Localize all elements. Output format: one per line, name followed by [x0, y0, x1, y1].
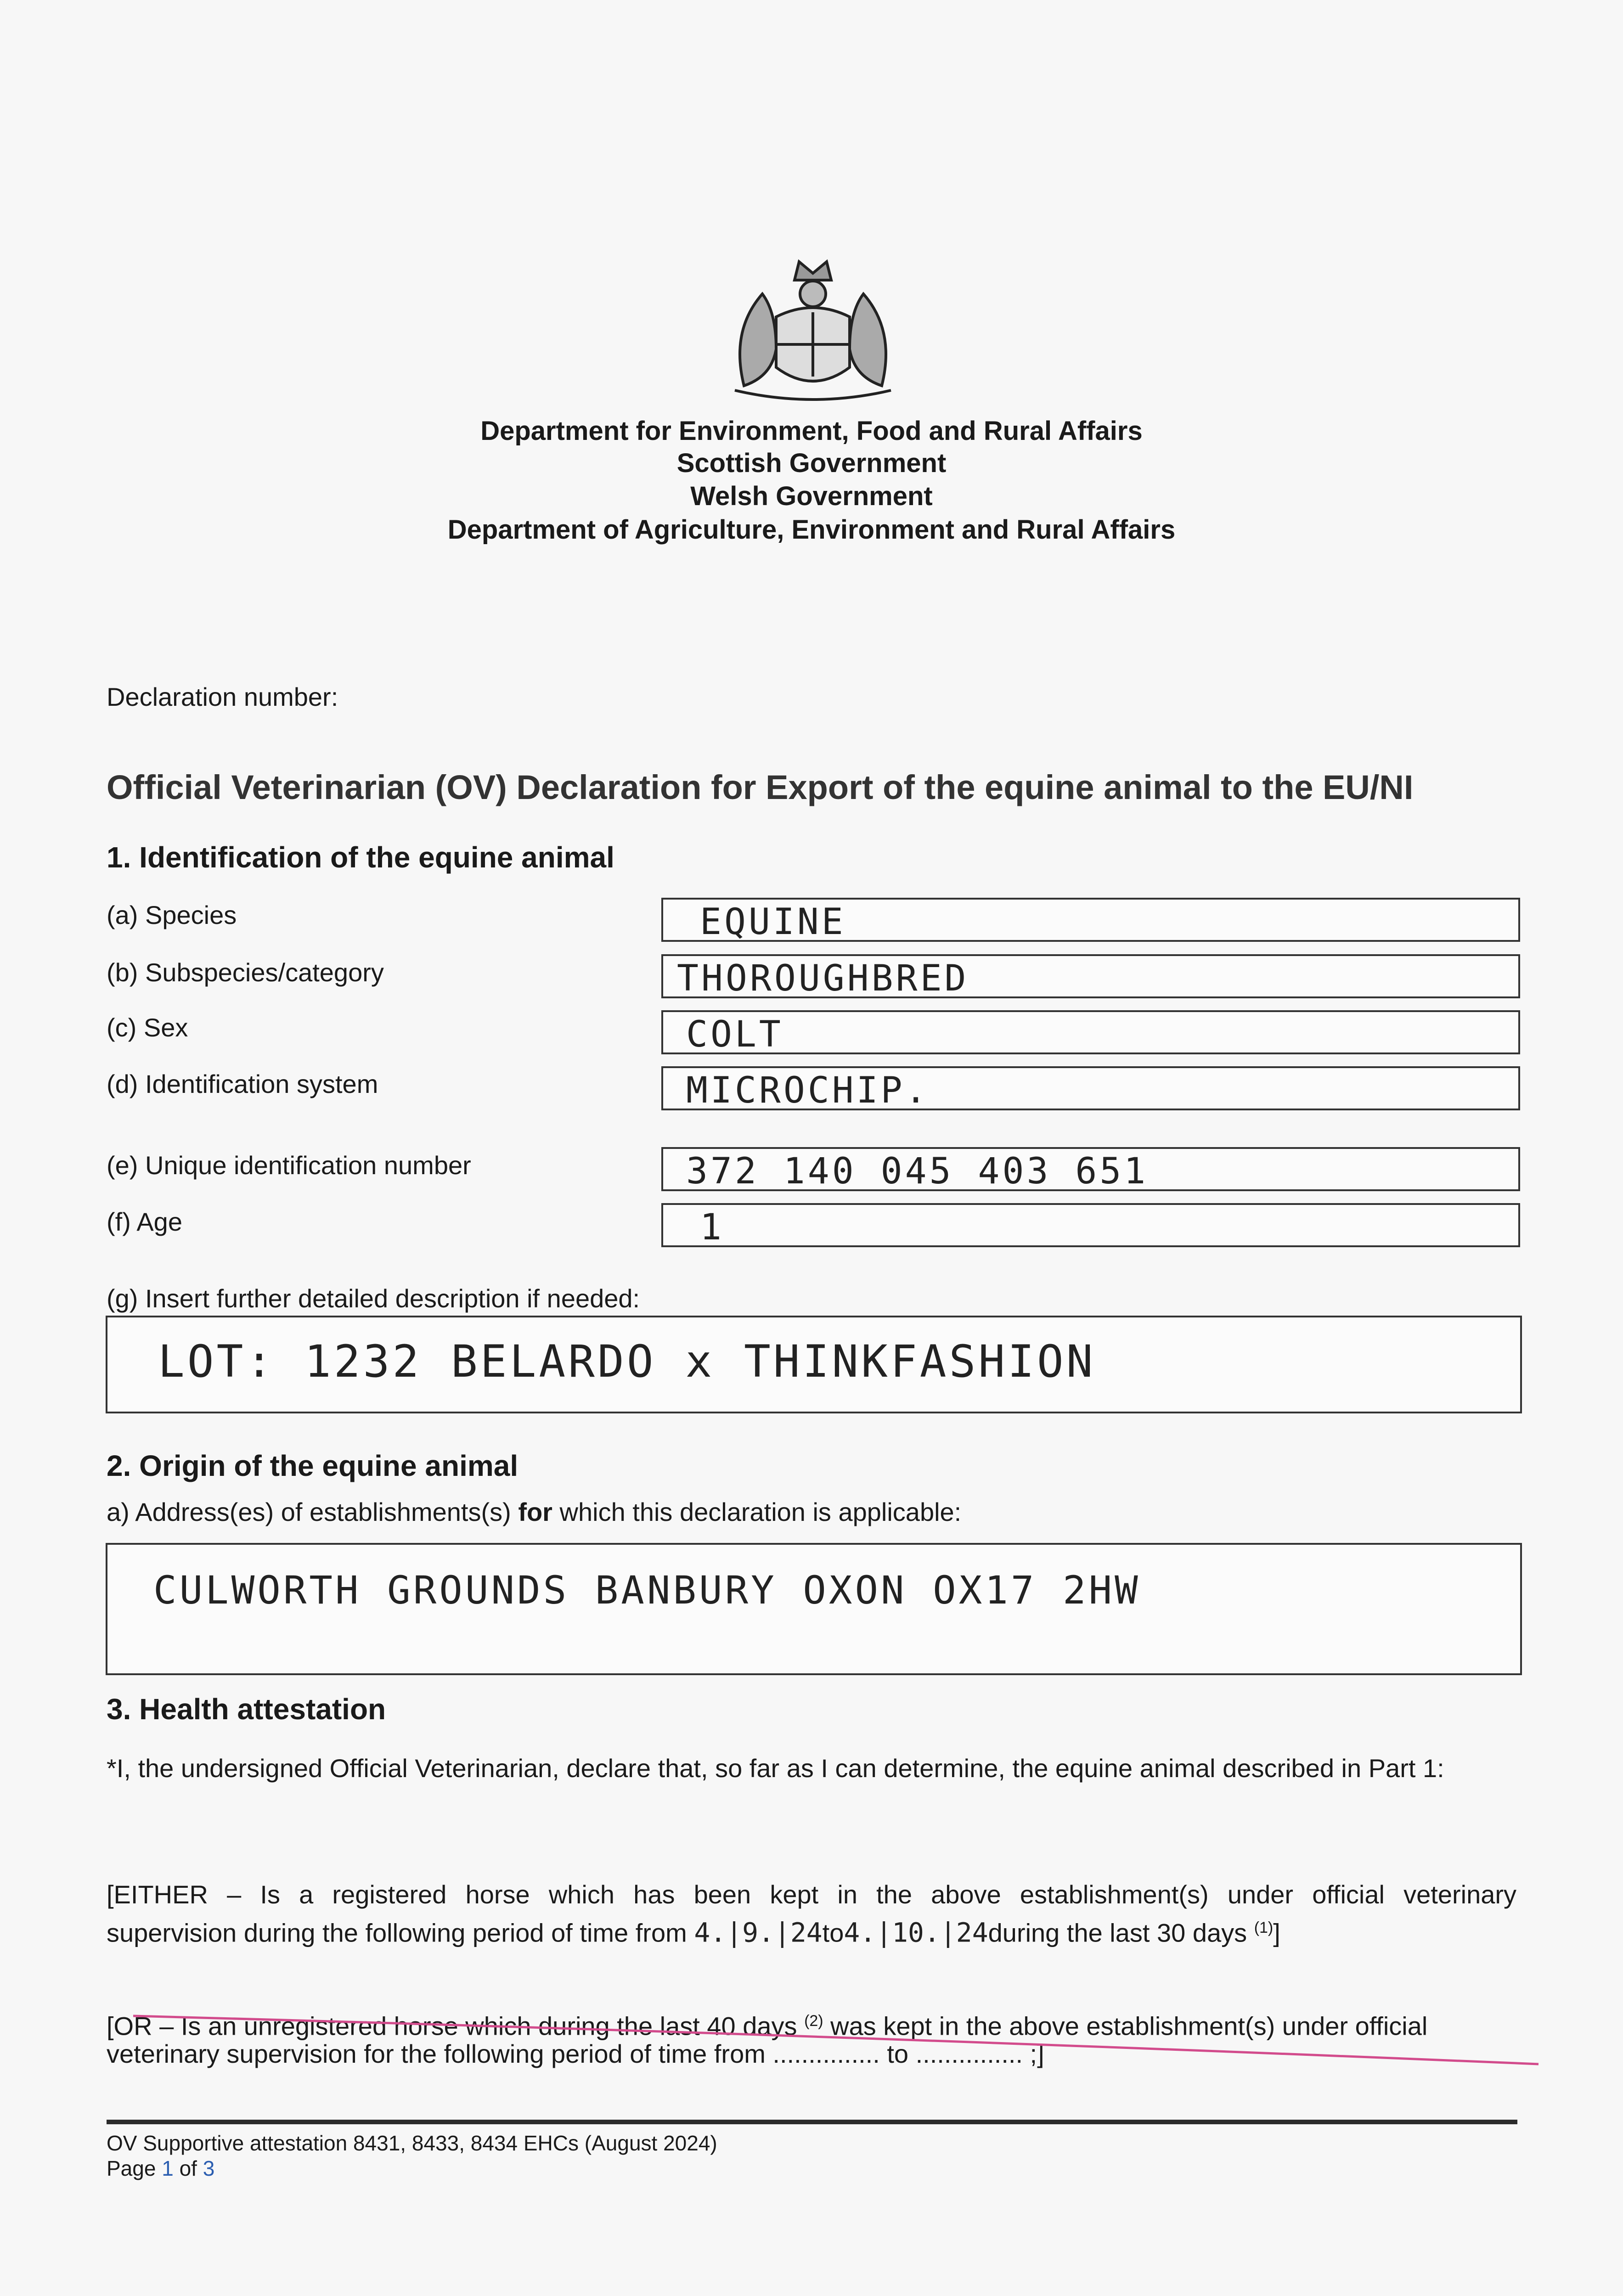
field-label: (b) Subspecies/category: [107, 958, 384, 987]
either-post: during the last 30 days: [988, 1918, 1254, 1947]
or-line1-post: was kept in the above establishment(s) under official: [823, 2011, 1428, 2041]
field-label: (a) Species: [107, 900, 237, 929]
either-from-date: 4.|9.|24: [694, 1917, 823, 1948]
field-value: 372 140 045 403 651: [686, 1151, 1149, 1192]
field-label: (c) Sex: [107, 1013, 188, 1042]
field-box[interactable]: [661, 1147, 1520, 1191]
section1-title: 1. Identification of the equine animal: [107, 841, 614, 874]
section3-title: 3. Health attestation: [107, 1693, 386, 1726]
either-to-date: 4.|10.|24: [844, 1917, 988, 1948]
further-description-value: LOT: 1232 BELARDO x THINKFASHION: [158, 1336, 1096, 1387]
field-box[interactable]: [661, 1010, 1520, 1054]
either-end: ]: [1273, 1918, 1280, 1947]
field-box[interactable]: [661, 898, 1520, 942]
further-description-label: (g) Insert further detailed description if needed:: [107, 1284, 640, 1313]
or-line1-pre: [OR – Is an unregistered horse which during the last 40 days: [107, 2011, 805, 2041]
field-value: 1: [700, 1207, 724, 1248]
further-description-box[interactable]: [106, 1316, 1522, 1413]
field-value: COLT: [686, 1014, 783, 1055]
health-intro: *I, the undersigned Official Veterinarian, declare that, so far as I can determine, the equine animal described in Part 1:: [107, 1754, 1444, 1783]
page-prefix: Page: [107, 2156, 162, 2180]
declaration-number-label: Declaration number:: [107, 682, 338, 711]
field-label: (d) Identification system: [107, 1069, 378, 1098]
pen-strike-line: [133, 2002, 1543, 2071]
either-to-word: to: [822, 1918, 844, 1947]
field-box[interactable]: [661, 954, 1520, 998]
field-box[interactable]: [661, 1066, 1520, 1110]
section2-title: 2. Origin of the equine animal: [107, 1449, 518, 1482]
either-pre: supervision during the following period of time from: [107, 1918, 694, 1947]
field-value: THOROUGHBRED: [677, 958, 969, 999]
address-label-pre: a) Address(es) of establishments(s): [107, 1497, 518, 1526]
page-number: [107, 2156, 214, 2181]
page-of: of: [173, 2156, 203, 2180]
or-note: (2): [804, 2012, 823, 2030]
royal-coat-of-arms-emblem: [716, 239, 909, 404]
address-label-bold: for: [518, 1497, 552, 1526]
header-department-4: Department of Agriculture, Environment and Rural Affairs: [447, 515, 1176, 545]
address-value: CULWORTH GROUNDS BANBURY OXON OX17 2HW: [153, 1568, 1141, 1613]
header-department-2: Scottish Government: [676, 448, 947, 478]
address-box[interactable]: [106, 1543, 1522, 1675]
footer-attestation: OV Supportive attestation 8431, 8433, 8434 EHCs (August 2024): [107, 2131, 717, 2155]
either-note: (1): [1254, 1919, 1274, 1936]
address-label: [107, 1497, 961, 1527]
header-department-1: Department for Environment, Food and Rural Affairs: [480, 416, 1143, 446]
field-value: MICROCHIP.: [686, 1070, 930, 1111]
footer-rule: [107, 2120, 1517, 2124]
page-total: 3: [203, 2156, 215, 2180]
field-label: (f) Age: [107, 1207, 182, 1236]
page-current: 1: [162, 2156, 174, 2180]
either-line1: [EITHER – Is a registered horse which has been kept in the above establishment(s) under official veterinary: [107, 1880, 1516, 1909]
field-label: (e) Unique identification number: [107, 1151, 471, 1180]
field-box[interactable]: [661, 1203, 1520, 1247]
address-label-post: which this declaration is applicable:: [552, 1497, 962, 1526]
header-department-3: Welsh Government: [690, 481, 933, 511]
field-value: EQUINE: [700, 901, 846, 943]
either-line2: [107, 1911, 1516, 1950]
main-title: Official Veterinarian (OV) Declaration for Export of the equine animal to the EU/NI: [107, 768, 1414, 806]
or-line2: veterinary supervision for the following period of time from ............... to ............... ;]: [107, 2039, 1044, 2068]
